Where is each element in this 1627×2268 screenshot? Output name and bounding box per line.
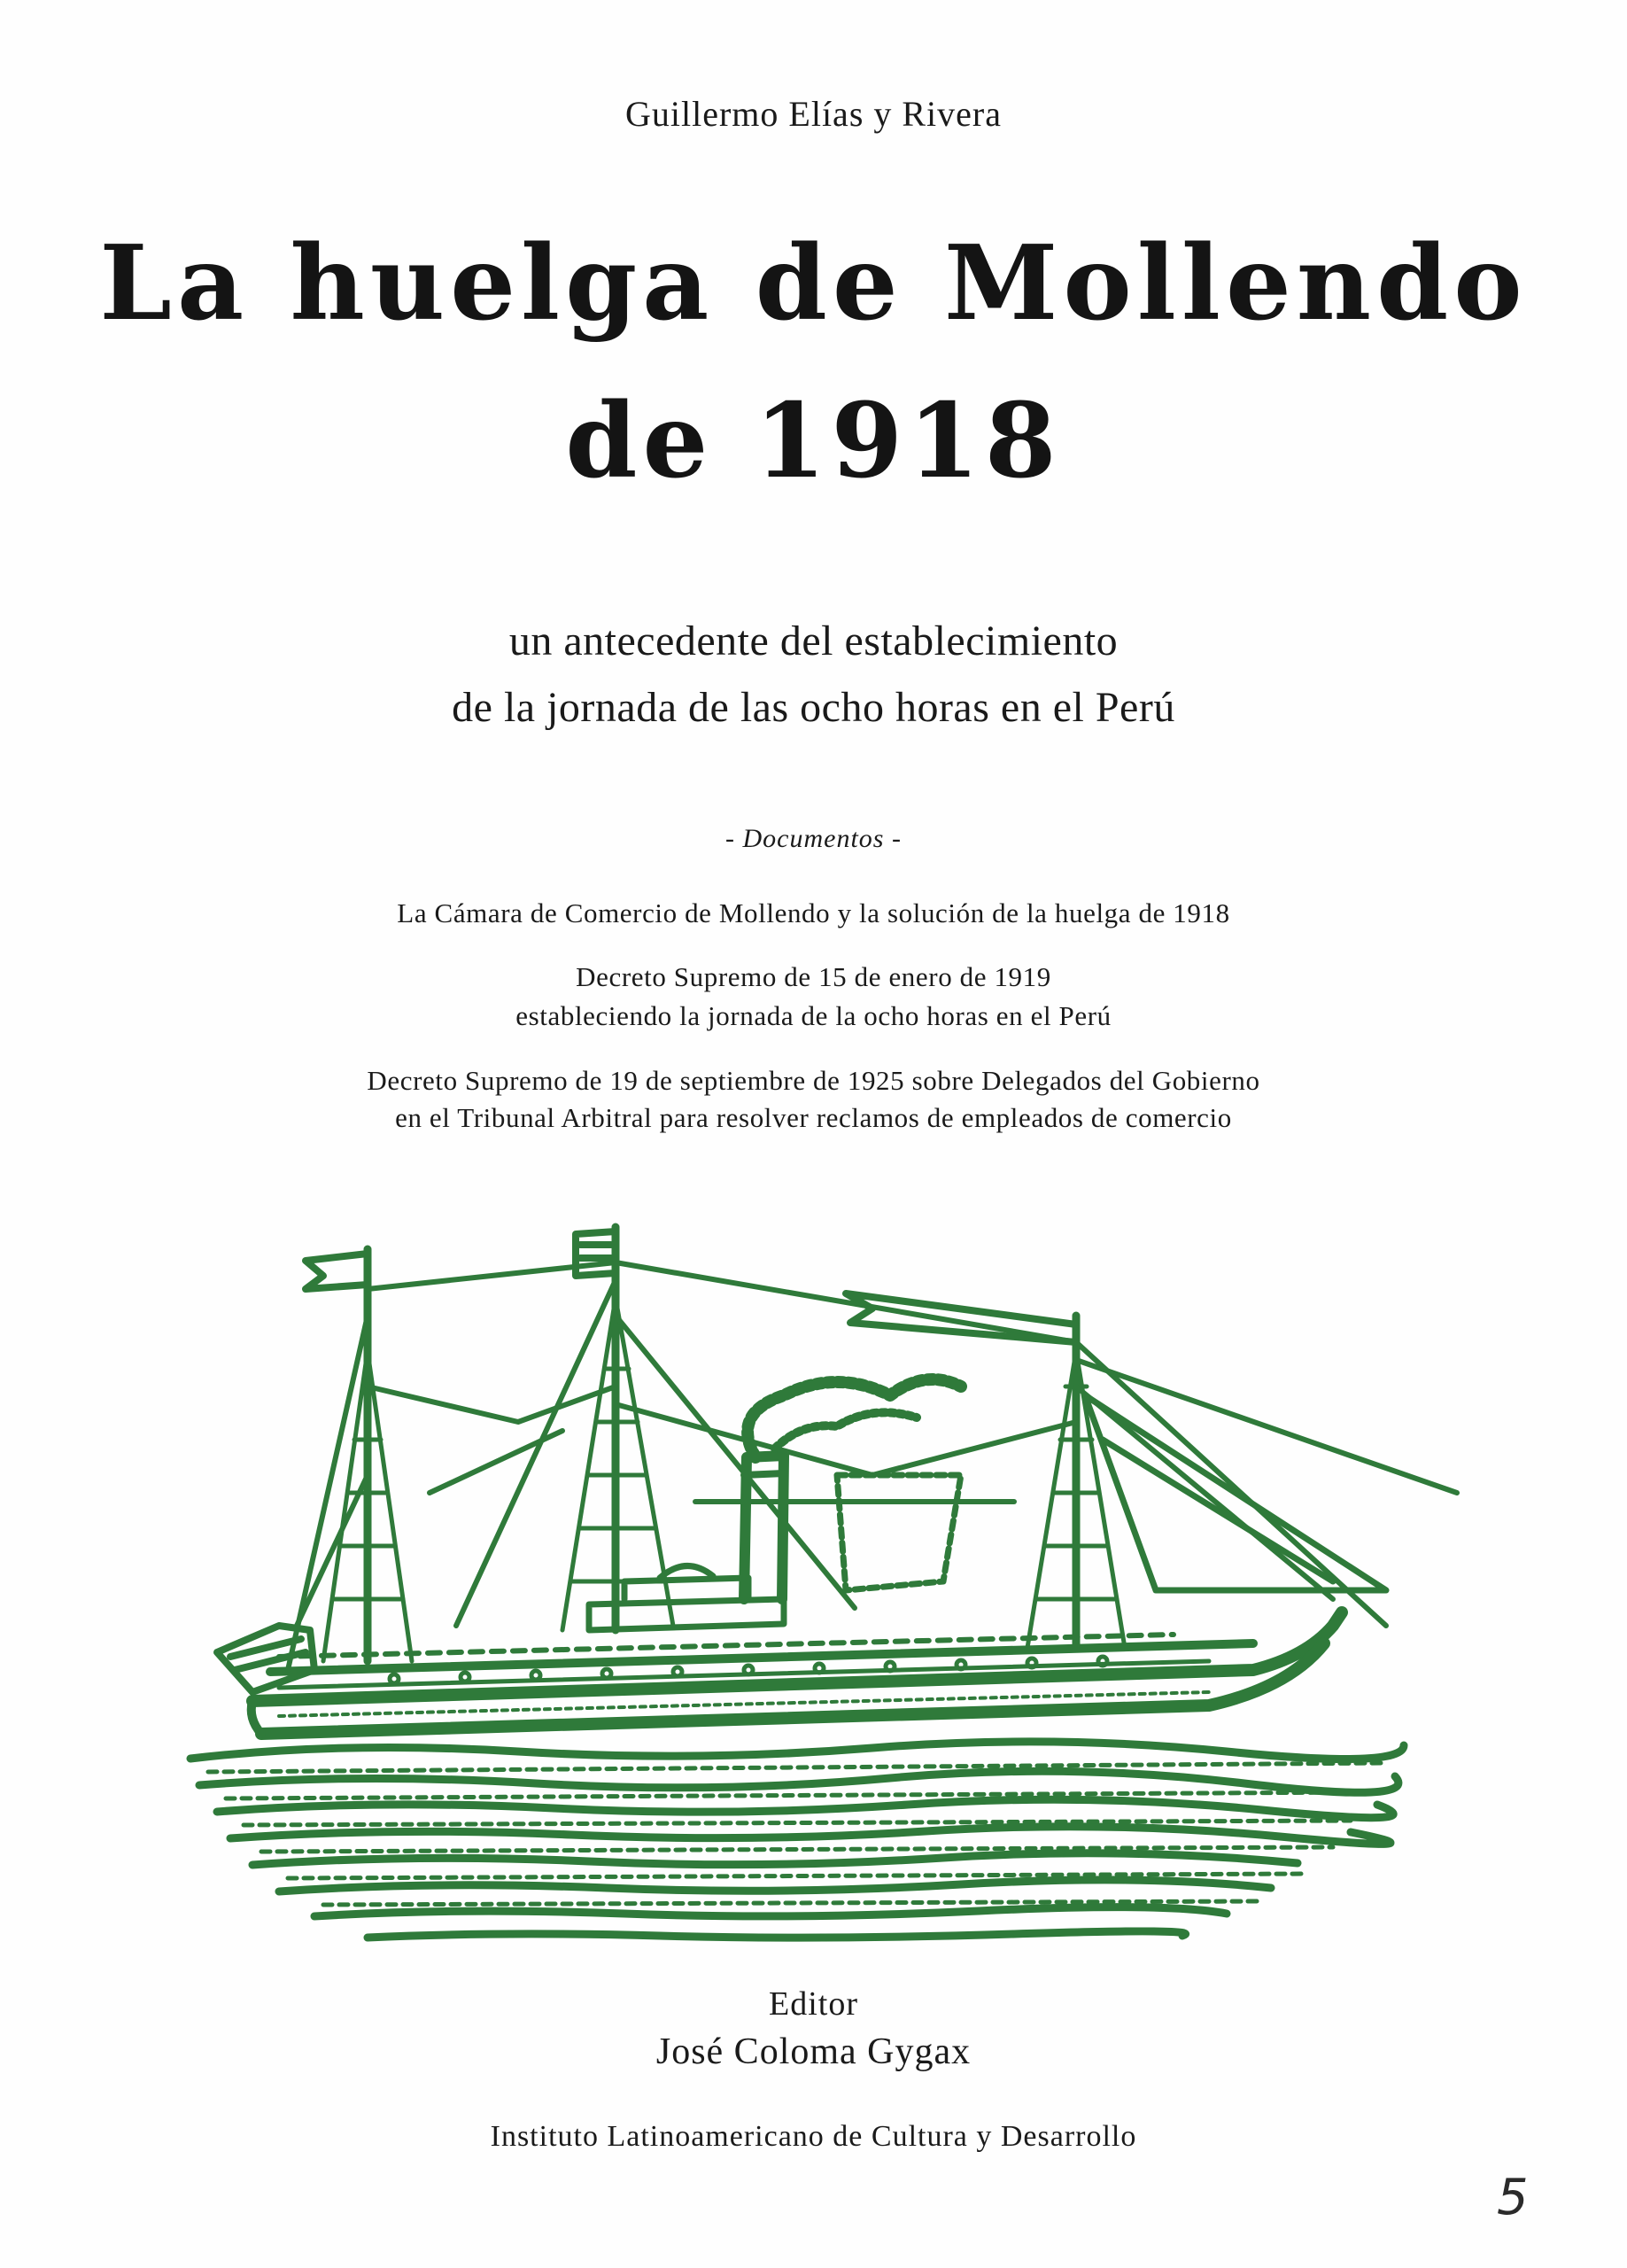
subtitle-line-2: de la jornada de las ocho horas en el Perú	[452, 684, 1175, 731]
editor-label: Editor	[769, 1985, 858, 2023]
title-line-1: La huelga de Mollendo	[99, 223, 1528, 344]
documents-heading: - Documentos -	[725, 824, 902, 853]
document-1-line-1: La Cámara de Comercio de Mollendo y la solución de la huelga de 1918	[397, 897, 1230, 928]
steamship-illustration	[164, 1209, 1492, 1945]
funnel-smoke	[744, 1379, 961, 1599]
document-2-line-1: Decreto Supremo de 15 de enero de 1919	[576, 961, 1051, 992]
document-2-line-2: estableciendo la jornada de la ocho horas en el Perú	[515, 1000, 1112, 1031]
editor-name: José Coloma Gygax	[655, 2031, 972, 2072]
document-3-line-1: Decreto Supremo de 19 de septiembre de 1925 sobre Delegados del Gobierno	[367, 1065, 1260, 1096]
ship-hull	[252, 1612, 1342, 1734]
document-3-line-2: en el Tribunal Arbitral para resolver reclamos de empleados de comercio	[395, 1102, 1232, 1133]
handwritten-page-number: 5	[1497, 2169, 1529, 2226]
author-name: Guillermo Elías y Rivera	[624, 94, 1002, 134]
shrouds	[323, 1298, 1125, 1661]
title-line-2: de 1918	[565, 381, 1062, 501]
subtitle-line-1: un antecedente del establecimiento	[508, 617, 1119, 664]
publisher-institute: Instituto Latinoamericano de Cultura y Desarrollo	[490, 2120, 1137, 2153]
